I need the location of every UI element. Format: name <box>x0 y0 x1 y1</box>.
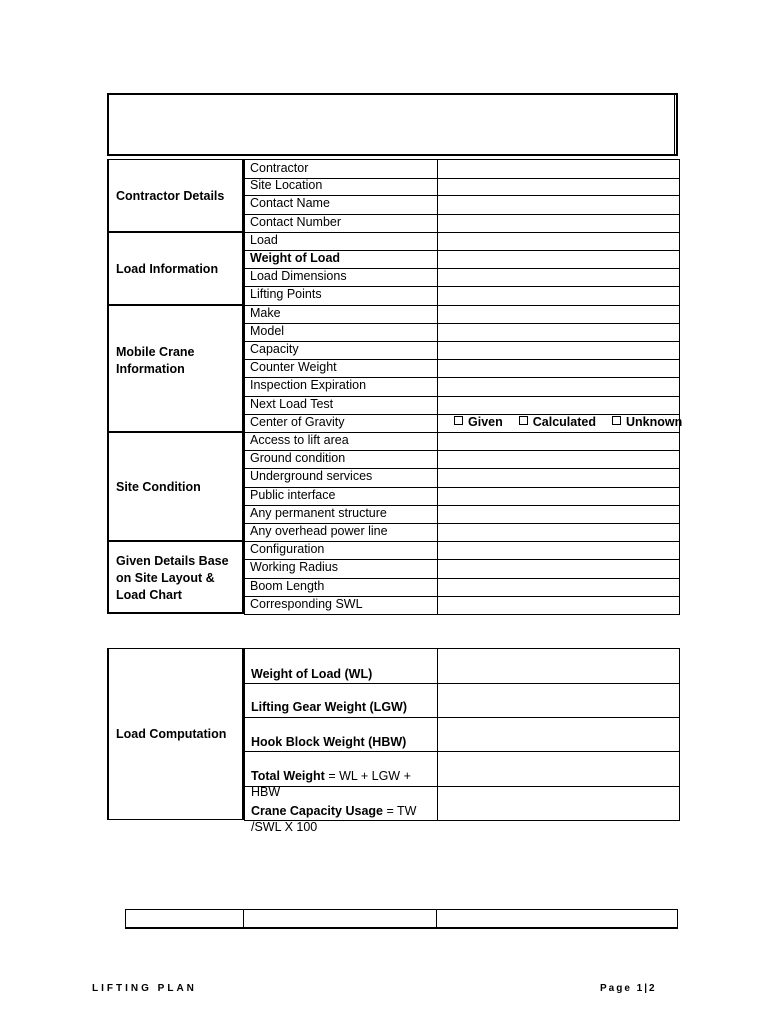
field-row <box>244 396 680 415</box>
field-label: Corresponding SWL <box>250 596 363 611</box>
field-row <box>244 505 680 524</box>
computation-value-cell[interactable] <box>438 717 679 751</box>
cog-option-label: Given <box>468 414 503 429</box>
field-label: Load <box>250 232 278 247</box>
field-row <box>244 214 680 233</box>
section-label-cell <box>107 432 244 541</box>
field-label: Public interface <box>250 487 336 502</box>
section-label: Mobile Crane Information <box>116 344 195 376</box>
field-value-cell[interactable] <box>438 232 679 250</box>
section-label-cell <box>107 159 244 232</box>
computation-item-label: Weight of Load (WL) <box>251 667 373 681</box>
field-value-cell[interactable] <box>438 523 679 541</box>
computation-value-cell[interactable] <box>438 682 679 716</box>
field-row <box>244 323 680 342</box>
field-value-cell[interactable] <box>438 359 679 377</box>
computation-formula: = WL + LGW + HBW <box>251 769 411 800</box>
field-row <box>244 414 683 433</box>
field-value-cell[interactable] <box>438 578 679 596</box>
field-label: Boom Length <box>250 578 325 593</box>
computation-value-cell[interactable] <box>438 786 679 820</box>
cog-option-unknown[interactable] <box>612 415 682 429</box>
field-row <box>244 596 680 615</box>
field-value-cell[interactable] <box>438 286 679 304</box>
field-label: Lifting Points <box>250 287 322 302</box>
section-label-cell <box>107 541 244 614</box>
computation-row <box>244 717 680 752</box>
computation-item-label: Crane Capacity Usage <box>251 803 384 818</box>
field-value-cell[interactable] <box>438 505 679 523</box>
computation-item-label: Hook Block Weight (HBW) <box>251 734 407 749</box>
cog-option-label: Unknown <box>625 414 683 429</box>
field-label: Load Dimensions <box>250 269 347 284</box>
field-label: Configuration <box>250 542 325 557</box>
computation-item-label: Total Weight <box>251 769 325 784</box>
field-value-cell[interactable] <box>438 487 679 505</box>
field-value-cell[interactable] <box>438 177 679 195</box>
field-label: Ground condition <box>250 451 346 466</box>
field-label: Contact Name <box>250 196 330 211</box>
field-value-cell[interactable] <box>438 396 679 414</box>
field-value-cell[interactable] <box>438 541 679 559</box>
field-label: Next Load Test <box>250 396 334 411</box>
field-value-cell[interactable] <box>438 450 679 468</box>
cog-option-calculated[interactable] <box>519 415 596 429</box>
field-value-cell[interactable] <box>438 160 679 178</box>
computation-value-cell[interactable] <box>438 649 679 683</box>
field-value-cell[interactable] <box>438 250 679 268</box>
field-label: Make <box>250 305 281 320</box>
field-value-cell[interactable] <box>438 559 679 577</box>
field-label: Contractor <box>250 161 309 175</box>
field-label: Underground services <box>250 469 373 484</box>
field-row <box>244 177 680 196</box>
field-row <box>244 559 680 578</box>
field-row <box>244 468 680 487</box>
checkbox-icon[interactable] <box>519 416 528 425</box>
field-label: Center of Gravity <box>250 414 345 429</box>
field-value-cell[interactable] <box>438 432 679 450</box>
checkbox-icon[interactable] <box>454 416 463 425</box>
field-label: Model <box>250 323 285 338</box>
field-value-cell[interactable] <box>438 341 679 359</box>
field-label: Working Radius <box>250 560 339 575</box>
strip-divider <box>436 910 437 927</box>
field-row <box>244 450 680 469</box>
field-row <box>244 578 680 597</box>
section-label: Load Information <box>116 261 219 276</box>
field-row <box>244 250 680 269</box>
field-row <box>244 195 680 214</box>
field-row <box>244 268 680 287</box>
page-number: Page 1|2 <box>600 983 657 994</box>
footer-title: LIFTING PLAN <box>92 983 197 994</box>
computation-value-cell[interactable] <box>438 751 679 785</box>
field-value-cell[interactable] <box>438 414 683 432</box>
field-value-cell[interactable] <box>438 305 679 323</box>
field-value-cell[interactable] <box>438 214 679 232</box>
field-row <box>244 377 680 396</box>
field-row <box>244 432 680 451</box>
field-row <box>244 159 680 179</box>
section-label: Contractor Details <box>116 188 225 203</box>
field-label: Inspection Expiration <box>250 378 367 393</box>
computation-row <box>244 751 680 800</box>
field-label: Weight of Load <box>250 251 341 265</box>
computation-item-label: Lifting Gear Weight (LGW) <box>251 700 407 715</box>
computation-row <box>244 786 680 834</box>
field-value-cell[interactable] <box>438 377 679 395</box>
computation-row <box>244 682 680 717</box>
field-label: Counter Weight <box>250 360 337 375</box>
signature-strip <box>125 909 678 929</box>
strip-divider <box>243 910 244 927</box>
field-row <box>244 487 680 506</box>
section-label-cell <box>107 305 244 432</box>
field-row <box>244 286 680 305</box>
field-value-cell[interactable] <box>438 195 679 213</box>
section-label: Given Details Base on Site Layout & Load Chart <box>116 554 229 603</box>
field-label: Any overhead power line <box>250 524 388 538</box>
field-label: Capacity <box>250 342 299 356</box>
section-label: Site Condition <box>116 480 201 495</box>
field-value-cell[interactable] <box>438 268 679 286</box>
field-label: Any permanent structure <box>250 505 387 520</box>
field-row <box>244 541 680 560</box>
section-label-cell <box>107 232 244 305</box>
load-computation-label: Load Computation <box>116 727 227 741</box>
load-computation-label-cell <box>107 648 244 820</box>
field-row <box>244 523 680 542</box>
checkbox-icon[interactable] <box>612 416 621 425</box>
title-box <box>107 93 678 156</box>
computation-row <box>244 648 680 684</box>
field-label: Contact Number <box>250 214 342 229</box>
field-label: Site Location <box>250 178 323 193</box>
computation-formula: = TW /SWL X 100 <box>251 803 417 834</box>
cog-option-label: Calculated <box>532 414 596 429</box>
field-value-cell[interactable] <box>438 323 679 341</box>
field-value-cell[interactable] <box>438 468 679 486</box>
field-label: Access to lift area <box>250 433 349 447</box>
field-row <box>244 232 680 251</box>
field-row <box>244 341 680 360</box>
field-row <box>244 359 680 378</box>
cog-option-given[interactable] <box>454 415 503 429</box>
field-value-cell[interactable] <box>438 596 679 614</box>
field-row <box>244 305 680 324</box>
